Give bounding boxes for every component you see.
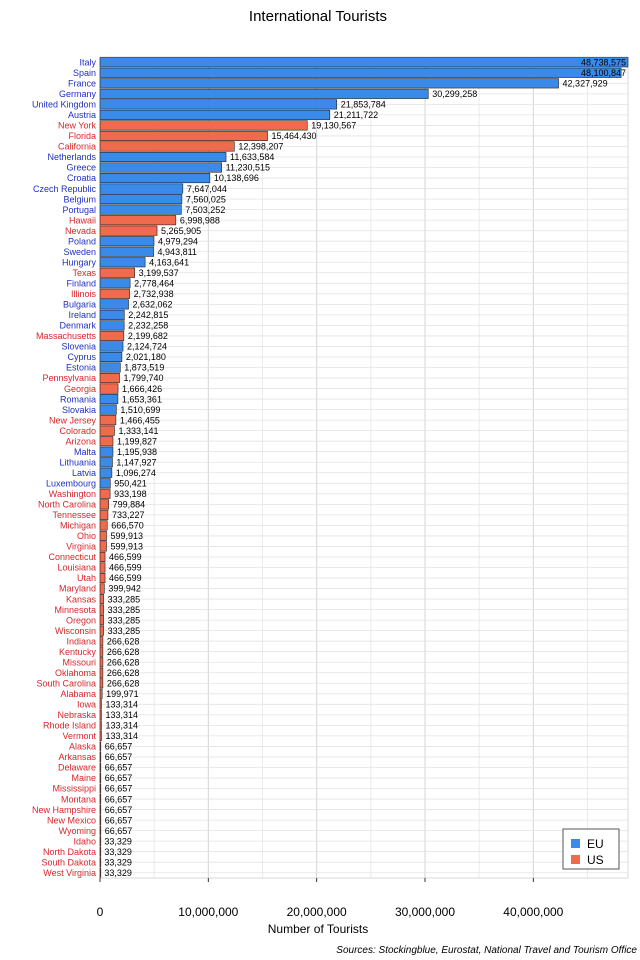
bar-belgium	[100, 194, 182, 203]
category-label: Kansas	[65, 594, 96, 605]
bar-michigan	[100, 521, 107, 530]
category-label: France	[67, 78, 96, 89]
category-label: Portugal	[62, 204, 96, 215]
value-label: 333,285	[107, 615, 141, 626]
value-label: 7,560,025	[185, 194, 226, 205]
value-label: 1,873,519	[124, 362, 165, 373]
category-label: Malta	[73, 446, 96, 457]
bar-indiana	[100, 636, 103, 645]
bar-california	[100, 142, 234, 151]
category-label: California	[57, 141, 96, 152]
category-label: Minnesota	[54, 604, 96, 615]
category-label: Georgia	[63, 383, 96, 394]
bar-pennsylvania	[100, 373, 119, 382]
bar-lithuania	[100, 458, 112, 467]
bar-greece	[100, 163, 222, 172]
value-label: 599,913	[110, 541, 144, 552]
category-label: North Dakota	[42, 846, 96, 857]
bar-cyprus	[100, 352, 122, 361]
category-label: Mississippi	[52, 783, 96, 794]
value-label: 399,942	[108, 583, 141, 594]
category-label: Michigan	[59, 520, 96, 531]
category-label: Ohio	[76, 531, 96, 542]
bar-north-dakota	[100, 847, 101, 856]
bar-croatia	[100, 173, 210, 182]
value-label: 66,657	[104, 794, 133, 805]
category-label: Connecticut	[48, 552, 96, 563]
value-label: 4,943,811	[157, 246, 197, 257]
bar-north-carolina	[100, 500, 109, 509]
value-label: 2,242,815	[128, 310, 169, 321]
category-label: Washington	[48, 489, 96, 500]
category-label: Alaska	[68, 741, 96, 752]
bar-finland	[100, 279, 130, 288]
bar-luxembourg	[100, 479, 110, 488]
value-label: 7,647,044	[186, 183, 227, 194]
bar-massachusetts	[100, 331, 124, 340]
bar-nevada	[100, 226, 157, 235]
value-label: 33,329	[104, 857, 132, 868]
category-label: Indiana	[66, 636, 96, 647]
value-label: 33,329	[104, 867, 132, 878]
bar-iowa	[100, 700, 101, 709]
category-label: New Hampshire	[31, 804, 96, 815]
value-label: 4,163,641	[149, 257, 190, 268]
category-label: Czech Republic	[32, 183, 96, 194]
category-label: United Kingdom	[31, 99, 96, 110]
category-label: Missouri	[62, 657, 96, 668]
category-label: Florida	[68, 131, 96, 142]
category-label: Virginia	[66, 541, 96, 552]
category-label: Maine	[71, 773, 96, 784]
value-label: 1,466,455	[119, 415, 160, 426]
legend-label-us: US	[587, 853, 604, 867]
category-label: Rhode Island	[42, 720, 96, 731]
value-label: 266,628	[106, 657, 140, 668]
category-label: Texas	[72, 267, 96, 278]
x-tick-label: 10,000,000	[178, 905, 239, 919]
value-label: 33,329	[104, 846, 132, 857]
category-label: Kentucky	[58, 646, 96, 657]
value-label: 1,195,938	[116, 446, 158, 457]
bar-minnesota	[100, 605, 104, 614]
category-label: Croatia	[66, 173, 96, 184]
bar-missouri	[100, 657, 103, 666]
bar-maryland	[100, 584, 104, 593]
bar-kentucky	[100, 647, 103, 656]
bar-sweden	[100, 247, 154, 256]
category-label: West Virginia	[43, 867, 96, 878]
category-label: Idaho	[73, 836, 96, 847]
value-label: 333,285	[107, 594, 141, 605]
category-label: Hungary	[61, 257, 96, 268]
value-label: 66,657	[104, 804, 133, 815]
bar-maine	[100, 773, 101, 782]
value-label: 10,138,696	[213, 173, 259, 184]
category-label: Colorado	[59, 425, 96, 436]
bar-ohio	[100, 531, 106, 540]
value-label: 2,232,258	[128, 320, 169, 331]
category-label: Spain	[72, 67, 96, 78]
category-label: Maryland	[58, 583, 96, 594]
value-label: 48,738,575	[580, 57, 626, 68]
bar-wyoming	[100, 826, 101, 835]
value-label: 266,628	[106, 678, 140, 689]
bar-tennessee	[100, 510, 108, 519]
bar-wisconsin	[100, 626, 104, 635]
bar-idaho	[100, 836, 101, 845]
value-label: 21,211,722	[333, 110, 379, 121]
bar-estonia	[100, 363, 120, 372]
source-note: Sources: Stockingblue, Eurostat, National Travel and Tourism Office	[336, 945, 637, 956]
category-label: Arizona	[65, 436, 96, 447]
bar-spain	[100, 68, 621, 77]
category-label: Nevada	[64, 225, 96, 236]
bar-kansas	[100, 594, 104, 603]
legend-label-eu: EU	[587, 837, 604, 851]
value-label: 48,100,847	[580, 67, 626, 78]
legend-swatch-us	[571, 855, 580, 864]
bar-new-hampshire	[100, 805, 101, 814]
bar-georgia	[100, 384, 118, 393]
value-label: 5,265,905	[161, 225, 202, 236]
value-label: 799,884	[112, 499, 146, 510]
bar-new-mexico	[100, 815, 101, 824]
legend-swatch-eu	[571, 839, 580, 848]
category-label: Netherlands	[47, 152, 96, 163]
value-label: 133,314	[105, 731, 138, 742]
category-label: Massachusetts	[35, 331, 96, 342]
chart-title: International Tourists	[248, 8, 388, 25]
category-label: Ireland	[68, 310, 96, 321]
category-label: Nebraska	[57, 710, 96, 721]
value-label: 6,998,988	[179, 215, 220, 226]
bar-oregon	[100, 615, 104, 624]
category-label: Bulgaria	[62, 299, 96, 310]
category-label: Estonia	[65, 362, 96, 373]
value-label: 666,570	[111, 520, 144, 531]
value-label: 66,657	[104, 762, 133, 773]
value-label: 1,147,927	[116, 457, 157, 468]
category-label: North Carolina	[37, 499, 96, 510]
category-label: Wisconsin	[54, 625, 96, 636]
bar-montana	[100, 794, 101, 803]
category-label: Tennessee	[52, 510, 96, 521]
category-label: Hawaii	[68, 215, 96, 226]
value-label: 1,096,274	[115, 467, 156, 478]
value-label: 333,285	[107, 604, 141, 615]
bar-vermont	[100, 731, 101, 740]
value-label: 66,657	[104, 752, 133, 763]
x-tick-label: 30,000,000	[394, 905, 456, 919]
bar-italy	[100, 58, 628, 67]
category-label: Cyprus	[67, 352, 96, 363]
value-label: 599,913	[110, 531, 144, 542]
category-label: Iowa	[76, 699, 96, 710]
value-label: 2,021,180	[125, 352, 166, 363]
bar-virginia	[100, 542, 106, 551]
x-tick-label: 40,000,000	[503, 905, 564, 919]
value-label: 19,130,567	[311, 120, 357, 131]
category-label: New Mexico	[46, 815, 96, 826]
category-label: Latvia	[71, 467, 96, 478]
bar-slovakia	[100, 405, 116, 414]
value-label: 66,657	[104, 773, 133, 784]
bar-colorado	[100, 426, 114, 435]
value-label: 66,657	[104, 741, 133, 752]
category-label: Louisiana	[57, 562, 96, 573]
bar-portugal	[100, 205, 181, 214]
value-label: 333,285	[107, 625, 141, 636]
bar-south-carolina	[100, 679, 103, 688]
value-label: 2,124,724	[127, 341, 168, 352]
bar-arizona	[100, 436, 113, 445]
value-label: 133,314	[105, 710, 138, 721]
category-label: South Carolina	[36, 678, 96, 689]
value-label: 66,657	[104, 783, 133, 794]
value-label: 933,198	[114, 489, 147, 500]
bar-ireland	[100, 310, 124, 319]
bar-illinois	[100, 289, 130, 298]
value-label: 2,199,682	[127, 331, 168, 342]
bar-louisiana	[100, 563, 105, 572]
value-label: 133,314	[105, 720, 138, 731]
bar-new-jersey	[100, 415, 116, 424]
category-label: Austria	[67, 110, 96, 121]
x-tick-label: 20,000,000	[286, 905, 347, 919]
category-label: South Dakota	[41, 857, 96, 868]
x-tick-label: 0	[96, 905, 104, 919]
category-label: New York	[57, 120, 96, 131]
legend	[563, 829, 619, 869]
bar-rhode-island	[100, 721, 101, 730]
category-label: Sweden	[63, 246, 96, 257]
category-label: Pennsylvania	[42, 373, 96, 384]
bar-south-dakota	[100, 857, 101, 866]
category-label: Lithuania	[59, 457, 96, 468]
value-label: 15,464,430	[271, 131, 317, 142]
value-label: 66,657	[104, 825, 133, 836]
value-label: 2,778,464	[134, 278, 175, 289]
category-label: Slovenia	[61, 341, 96, 352]
value-label: 2,632,062	[132, 299, 173, 310]
value-label: 1,653,361	[121, 394, 162, 405]
value-label: 466,599	[109, 573, 142, 584]
bar-alabama	[100, 689, 102, 698]
category-label: Greece	[66, 162, 96, 173]
category-label: Slovakia	[61, 404, 96, 415]
bar-nebraska	[100, 710, 101, 719]
category-label: New Jersey	[48, 415, 96, 426]
category-label: Poland	[67, 236, 96, 247]
value-label: 30,299,258	[432, 89, 478, 100]
value-label: 33,329	[104, 836, 132, 847]
category-label: Delaware	[57, 762, 96, 773]
category-label: Luxembourg	[45, 478, 96, 489]
bar-arkansas	[100, 752, 101, 761]
category-label: Germany	[58, 89, 96, 100]
value-label: 1,199,827	[116, 436, 158, 447]
value-label: 133,314	[105, 699, 138, 710]
category-label: Belgium	[63, 194, 96, 205]
category-label: Wyoming	[58, 825, 96, 836]
bar-austria	[100, 110, 330, 119]
bar-netherlands	[100, 152, 226, 161]
category-label: Alabama	[60, 689, 96, 700]
bar-hawaii	[100, 215, 176, 224]
bar-malta	[100, 447, 113, 456]
value-label: 1,799,740	[123, 373, 164, 384]
category-label: Oklahoma	[54, 667, 96, 678]
value-label: 466,599	[109, 562, 142, 573]
category-label: Vermont	[62, 731, 96, 742]
category-label: Arkansas	[58, 752, 96, 763]
bar-germany	[100, 89, 428, 98]
value-label: 66,657	[104, 815, 133, 826]
category-label: Oregon	[65, 615, 96, 626]
bar-denmark	[100, 321, 124, 330]
value-label: 12,398,207	[238, 141, 284, 152]
bar-mississippi	[100, 784, 101, 793]
value-label: 21,853,784	[340, 99, 386, 110]
value-label: 7,503,252	[185, 204, 226, 215]
bar-romania	[100, 394, 118, 403]
category-label: Montana	[60, 794, 96, 805]
value-label: 466,599	[109, 552, 142, 563]
bar-new-york	[100, 121, 307, 130]
value-label: 266,628	[106, 646, 140, 657]
bar-hungary	[100, 258, 145, 267]
bar-poland	[100, 236, 154, 245]
bar-slovenia	[100, 342, 123, 351]
value-label: 42,327,929	[562, 78, 608, 89]
value-label: 1,666,426	[122, 383, 163, 394]
value-label: 733,227	[111, 510, 145, 521]
category-label: Italy	[79, 57, 96, 68]
value-label: 1,510,699	[120, 404, 161, 415]
category-label: Denmark	[59, 320, 96, 331]
category-label: Finland	[66, 278, 96, 289]
value-label: 3,199,537	[138, 267, 179, 278]
bar-latvia	[100, 468, 112, 477]
value-label: 4,979,294	[157, 236, 198, 247]
bar-connecticut	[100, 552, 105, 561]
value-label: 199,971	[106, 689, 139, 700]
x-axis-title: Number of Tourists	[267, 922, 369, 936]
bar-alaska	[100, 742, 101, 751]
value-label: 2,732,938	[133, 289, 174, 300]
bar-texas	[100, 268, 135, 277]
value-label: 266,628	[106, 636, 140, 647]
bar-washington	[100, 489, 110, 498]
value-label: 11,230,515	[225, 162, 271, 173]
category-label: Romania	[59, 394, 96, 405]
value-label: 950,421	[114, 478, 147, 489]
value-label: 11,633,584	[230, 152, 275, 163]
category-label: Utah	[76, 573, 96, 584]
bar-oklahoma	[100, 668, 103, 677]
bar-czech-republic	[100, 184, 183, 193]
bar-florida	[100, 131, 268, 140]
bar-west-virginia	[100, 868, 101, 877]
bar-bulgaria	[100, 300, 129, 309]
bar-delaware	[100, 763, 101, 772]
bar-utah	[100, 573, 105, 582]
value-label: 1,333,141	[118, 425, 159, 436]
bar-france	[100, 79, 559, 88]
value-label: 266,628	[106, 667, 140, 678]
bar-united-kingdom	[100, 100, 337, 109]
category-label: Illinois	[70, 289, 96, 300]
